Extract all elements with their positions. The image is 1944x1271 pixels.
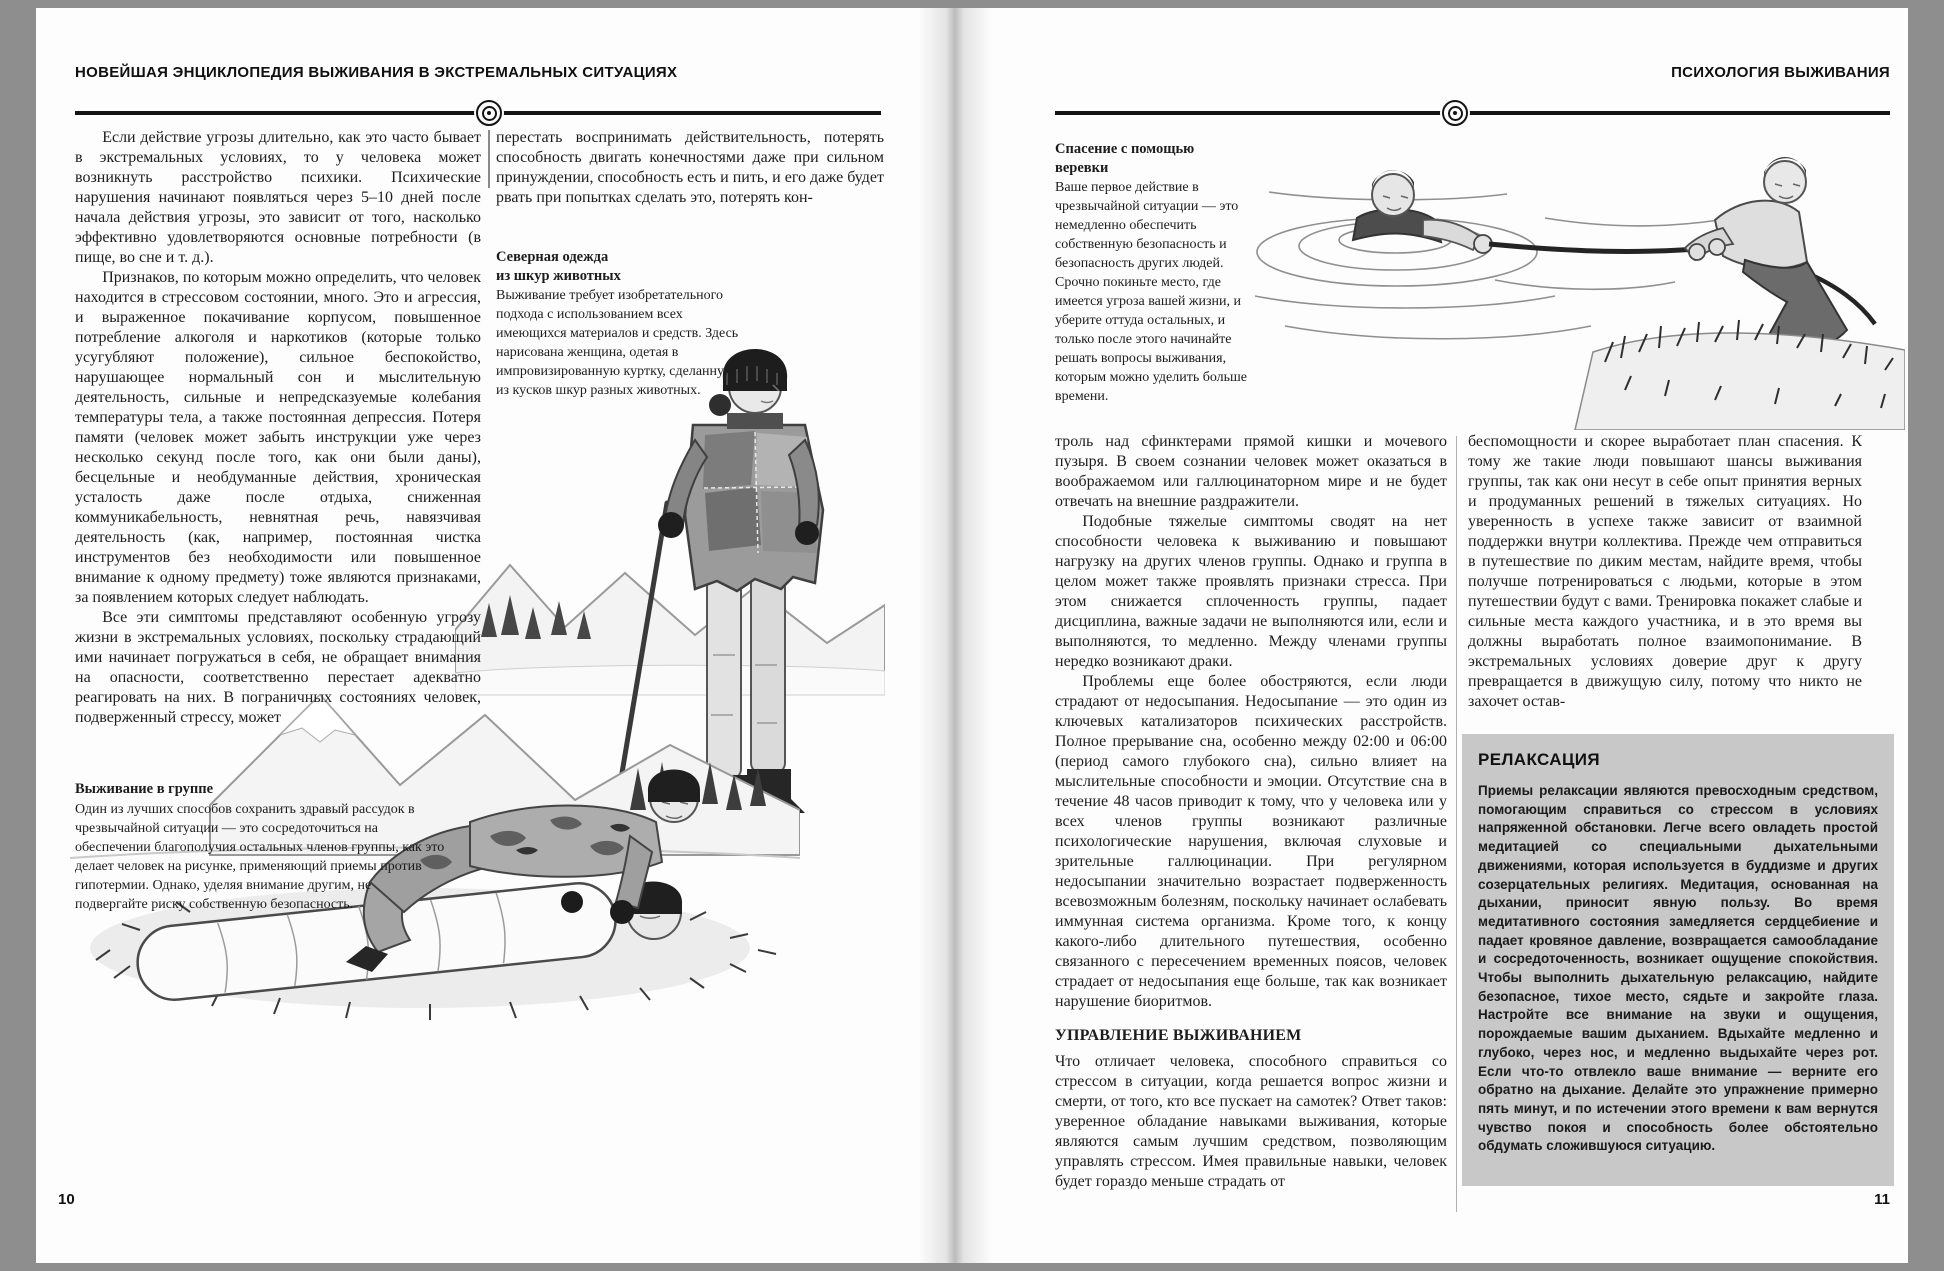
caption-rope-rescue [1055,140,1255,406]
left-column-1 [75,128,481,728]
paragraph: Проблемы еще более обостряются, если люди страдают от недосыпания. Недосыпание — это один из ключевых катализаторов психических расстройств. Полное прерывание сна, особенно между 02:00 и 06:00 (период самого глубокого сна), сильно влияет на мыслительные способности и эмоции. Отсутствие сна в течение 48 часов приводит к тому, что у человека или у всех членов группы возникают различные психологические нарушения, включая слуховые и зрительные галлюцинации. При регулярном недосыпании значительно возрастает подверженность всевозможным болезням, поскольку начинает ослабевать иммунная система организма. Кроме того, к концу какого-либо длительного путешествия, особенно связанного с пересечением временных поясов, человек страдает от недосыпания еще больше, так как возникает нарушение биоритмов. [1055,673,1447,1010]
left-column-2 [496,128,884,208]
running-head-left: НОВЕЙШАЯ ЭНЦИКЛОПЕДИЯ ВЫЖИВАНИЯ В ЭКСТРЕМАЛЬНЫХ СИТУАЦИЯХ [75,64,678,81]
paragraph: троль над сфинктерами прямой кишки и мочевого пузыря. В своем сознании человек может оказаться в воображаемом или галлюцинаторном мире и не будет отвечать на внешние раздражители. [1055,433,1447,510]
page-number-left: 10 [58,1191,75,1208]
caption-title: из шкур животных [496,267,621,284]
paragraph: беспомощности и скорее выработает план спасения. К тому же такие люди повышают шансы выживания группы, так как они несут в себе опыт принятия верных и продуманных решений в тяжелых ситуациях. Но уверенность в успехе также зависит от взаимной поддержки внутри коллектива. Прежде чем отправиться в путешествие по диким местам, найдите время, чтобы получше потренироваться с людьми, которые в этом путешествии будут с вами. Тренировка покажет слабые и сильные места каждого участника, и в это время вы должны выработать полное взаимопонимание. В экстремальных условиях доверие друг к другу превращается в движущую силу, потому что никто не захочет остав- [1468,433,1862,710]
caption-text: Ваше первое действие в чрезвычайной ситуации — это немедленно обеспечить собственную безопасность и безопасность других людей. Срочно покиньте место, где имеется угроза вашей жизни, и уберите оттуда остальных, и только после этого начинайте решать вопросы выживания, которым можно уделить больше времени. [1055,180,1248,404]
running-head-right: ПСИХОЛОГИЯ ВЫЖИВАНИЯ [1671,64,1890,81]
caption-text: Выживание требует изобретательного подхода с использованием всех имеющихся материалов и средств. Здесь нарисована женщина, одетая в импровизированную куртку, сделанную из кусков шкур разных животных. [496,288,739,398]
relaxation-box-title: РЕЛАКСАЦИЯ [1478,750,1601,769]
caption-text: Один из лучших способов сохранить здравый рассудок в чрезвычайной ситуации — это сосредоточиться на обеспечении благополучия остальных членов группы, как это делает человек на рисунке, применяющий приемы против гипотермии. Однако, уделяя внимание другим, не подвергайте риску собственную безопасность. [75,801,445,912]
caption-title: Выживание в группе [75,781,214,797]
caption-title: веревки [1055,159,1109,176]
caption-title: Северная одежда [496,249,609,265]
right-column-b [1468,432,1862,712]
right-column-a [1055,432,1447,1192]
relaxation-box-text: Приемы релаксации являются превосходным средством, помогающим справиться со стрессом в условиях напряженной обстановки. Легче всего овладеть простой медитацией со специальными дыхательными движениями, которая используется в буддизме и других созерцательных религиях. Медитация, основанная на дыхании, приносит явную пользу. Во время медитативного состояния замедляется сердцебиение и падает кровяное давление, возвращается самообладание и сосредоточенность, возникает ощущение спокойствия. Чтобы выполнить дыхательную релаксацию, найдите безопасное, тихое место, сядьте и закройте глаза. Настройте все внимание на звуки и ощущения, порождаемые вашим дыханием. Вдыхайте медленно и глубоко, через нос, и медленно выдыхайте через рот. Если что-то отвлекло ваше внимание — верните его обратно на дыхание. Делайте это упражнение примерно пять минут, и по истечении этого времени к вам вернутся чувство покоя и способность более обстоятельно обдумать сложившуюся ситуацию. [1478,783,1878,1154]
water-ripples [1255,192,1719,339]
caption-group-survival [75,780,447,914]
paragraph: Что отличает человека, способного справиться со стрессом в ситуации, когда решается вопрос жизни и смерти, от того, кто все пускает на самотек? Ответ таков: уверенное обладание навыками выживания, которые являются самым лучшим средством, позволяющим управлять стрессом. Имея правильные навыки, человек будет гораздо меньше страдать от [1055,1053,1447,1190]
illustration-rope-rescue [1245,100,1905,430]
section-heading: УПРАВЛЕНИЕ ВЫЖИВАНИЕМ [1055,1027,1302,1044]
caption-title: Спасение с помощью [1055,141,1195,157]
paragraph: Все эти симптомы представляют особенную угрозу жизни в экстремальных условиях, поскольку страдающий ими начинает погружаться в себя, не обращает внимания на опасности, соответственно перестает адекватно реагировать на них. В пограничных состояниях человек, подверженный стрессу, может [75,609,481,726]
column-divider [1456,436,1457,1212]
target-ornament-icon [474,98,504,128]
column-divider-stub [488,130,490,188]
paragraph: перестать воспринимать действительность, потерять способность двигать конечностями даже при сильном принуждении, способность есть и пить, и его даже будет рвать при попытках сделать это, потерять кон- [496,129,884,206]
paragraph: Если действие угрозы длительно, как это часто бывает в экстремальных условиях, то у человека может возникнуть расстройство психики. Психические нарушения начинают появляться через 5–10 дней после начала действия угрозы, это зависит от того, насколько эффективно удовлетворяются основные потребности (в пище, во сне и т. д.). [75,129,481,266]
paragraph: Признаков, по которым можно определить, что человек находится в стрессовом состоянии, много. Это и агрессия, и выраженное покачивание корпусом, повышенное потребление алкоголя и наркотиков (которые только усугубляют положение), сильное беспокойство, нарушающее нормальный сон и мыслительную деятельность, сильные и непредсказуемые колебания температуры тела, а также постоянная депрессия. Потеря памяти (человек может забыть инструкции уже через несколько секунд после того, как они были даны), бесцельные и необдуманные действия, хроническая усталость даже после отдыха, сниженная коммуникабельность, невнятная речь, навязчивая деятельность (как, например, постоянная чистка инструментов без необходимости или повышенное внимание к одному предмету) тоже являются признаками, за появлением которых следует наблюдать. [75,269,481,606]
paragraph: Подобные тяжелые симптомы сводят на нет способности человека к выживанию и повышают нагрузку на других членов группы. Однако и группа в целом может также проявлять признаки стресса. При этом снижается сплоченность группы, падает дисциплина, важные задачи не выполняются или, если и выполняются, то медленно. Между членами группы нередко возникают драки. [1055,513,1447,670]
caption-fur-clothing [496,248,748,400]
page-number-right: 11 [1874,1191,1890,1208]
relaxation-box [1462,734,1894,1186]
